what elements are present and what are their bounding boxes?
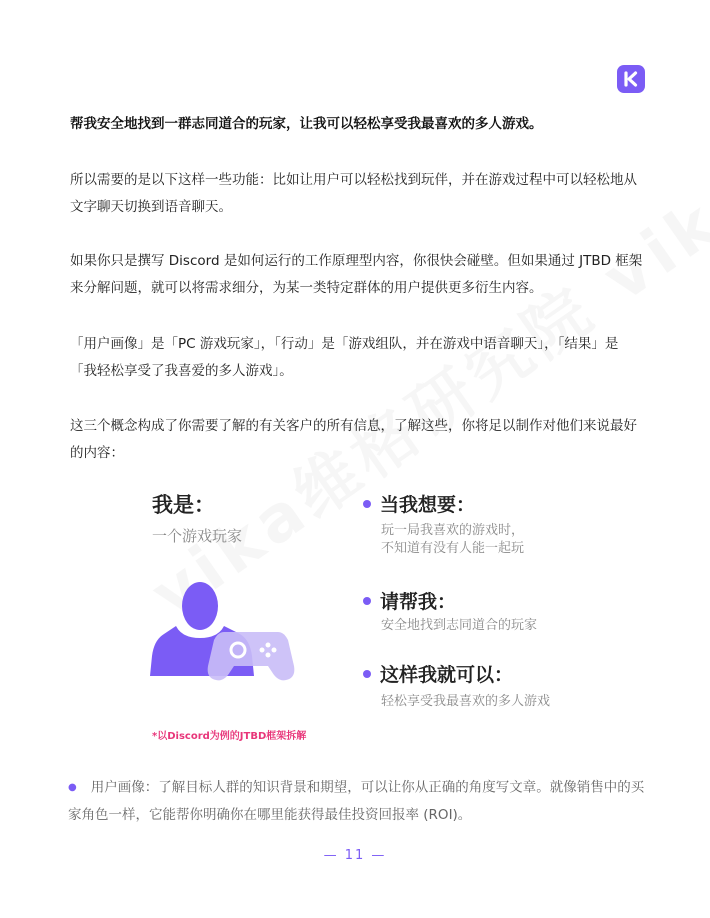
iam-title: 我是： [152,493,215,517]
bullet-dot-icon: ● [68,782,77,793]
section-desc-so-that: 轻松享受我最喜欢的多人游戏 [381,694,551,709]
vika-logo-icon [617,65,645,93]
paragraph: 如果你只是撰写 Discord 是如何运行的工作原理型内容，你很快会碰壁。但如果通过 JTBD 框架来分解问题，就可以将需求细分，为某一类特定群体的用户提供更多衍生内容。 [70,253,643,296]
headline: 帮我安全地找到一群志同道合的玩家，让我可以轻松享受我最喜欢的多人游戏。 [70,116,543,132]
section-title-so-that: 这样我就可以： [363,660,513,687]
diagram-caption: *以Discord为例的JTBD框架拆解 [152,731,307,742]
paragraph: 「用户画像」是「PC 游戏玩家」，「行动」是「游戏组队，并在游戏中语音聊天」，「结果」是「我轻松享受了我喜爱的多人游戏」。 [70,336,619,379]
page-number: — 11 — [323,848,387,863]
bullet-text: 了解目标人群的知识背景和期望，可以让你从正确的角度写文章。就像销售中的买家角色一样，它能帮你明确你在哪里能获得最佳投资回报率 (ROI)。 [68,779,645,823]
section-desc-when: 玩一局我喜欢的游戏时， 不知道有没有人能一起玩 [381,523,525,556]
list-item [68,774,648,829]
iam-subtitle: 一个游戏玩家 [152,527,243,545]
gamer-illustration-icon [148,580,298,694]
paragraph: 所以需要的是以下这样一些功能：比如让用户可以轻松找到玩伴，并在游戏过程中可以轻松地从文字聊天切换到语音聊天。 [70,172,637,215]
section-desc-help: 安全地找到志同道合的玩家 [381,618,538,633]
bullet-label: 用户画像： [90,779,159,796]
section-title-help: 请帮我： [363,587,456,614]
bullet-dot-icon [363,500,371,508]
paragraph: 这三个概念构成了你需要了解的有关客户的所有信息，了解这些，你将足以制作对他们来说最好的内容： [70,418,637,461]
bullet-dot-icon [363,597,371,605]
bullet-dot-icon [363,670,371,678]
section-title-when: 当我想要： [363,490,475,517]
